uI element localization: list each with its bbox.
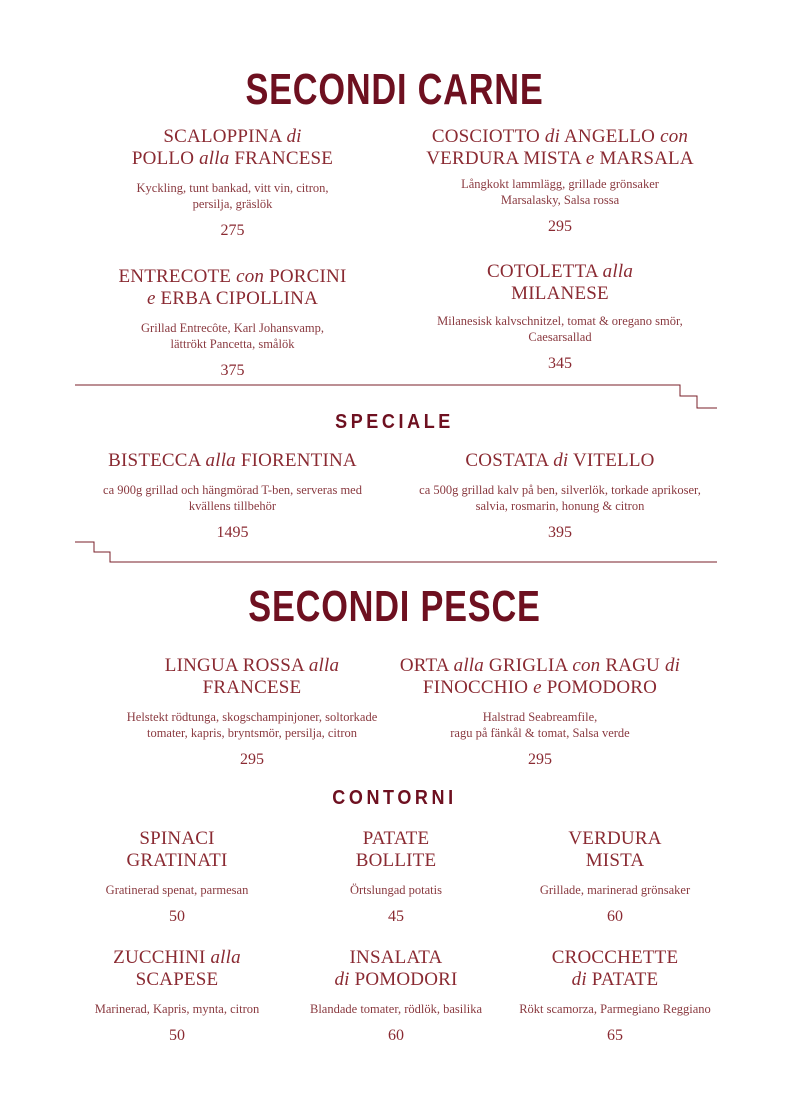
item-name: ZUCCHINI alla SCAPESE xyxy=(113,947,241,990)
menu-item-cosciotto xyxy=(405,126,715,236)
item-name: COSTATA di VITELLO xyxy=(465,450,655,471)
item-name: SCALOPPINA di POLLO alla FRANCESE xyxy=(131,126,334,169)
menu-item-spinaci xyxy=(77,828,277,926)
item-description: ca 500g grillad kalv på ben, silverlök, torkade aprikoser, salvia, rosmarin, honung & citron xyxy=(419,483,701,513)
item-description: Rökt scamorza, Parmegiano Reggiano xyxy=(519,1002,711,1016)
item-name: ENTRECOTE con PORCINI e ERBA CIPOLLINA xyxy=(118,266,347,309)
item-price: 275 xyxy=(220,222,245,239)
item-price: 295 xyxy=(548,218,572,235)
section-title-speciale: SPECIALE xyxy=(335,411,454,433)
item-description: Långkokt lammlägg, grillade grönsaker Marsalasky, Salsa rossa xyxy=(461,177,659,207)
item-name: BISTECCA alla FIORENTINA xyxy=(108,450,357,471)
item-name: SPINACI GRATINATI xyxy=(126,828,228,871)
menu-item-scaloppina xyxy=(95,126,370,240)
menu-item-cotoletta xyxy=(405,261,715,373)
item-description: Halstrad Seabreamfile, ragu på fänkål & tomat, Salsa verde xyxy=(450,710,630,740)
item-description: Helstekt rödtunga, skogschampinjoner, soltorkade tomater, kapris, bryntsmör, persilja, citron xyxy=(126,710,378,740)
item-price: 50 xyxy=(169,1027,185,1044)
section-title-secondi-carne: SECONDI CARNE xyxy=(245,65,544,114)
item-name: VERDURA MISTA xyxy=(568,828,662,871)
menu-item-entrecote xyxy=(95,266,370,380)
item-price: 1495 xyxy=(216,524,249,541)
menu-item-crocchette xyxy=(505,947,725,1045)
item-price: 50 xyxy=(169,908,185,925)
menu-item-orta xyxy=(390,655,690,769)
item-description: Kyckling, tunt bankad, vitt vin, citron, persilja, gräslök xyxy=(136,181,329,211)
item-price: 395 xyxy=(548,524,572,541)
item-price: 375 xyxy=(220,362,245,379)
item-description: Gratinerad spenat, parmesan xyxy=(105,883,249,897)
menu-item-patate-bollite xyxy=(296,828,496,926)
item-name: ORTA alla GRIGLIA con RAGU di FINOCCHIO e POMODORO xyxy=(399,655,681,698)
menu-item-insalata xyxy=(291,947,501,1045)
item-name: COSCIOTTO di ANGELLO con VERDURA MISTA e MARSALA xyxy=(426,126,694,169)
item-price: 345 xyxy=(548,355,572,372)
item-description: Milanesisk kalvschnitzel, tomat & oregano smör, Caesarsallad xyxy=(437,314,683,344)
menu-item-verdura-mista xyxy=(505,828,725,926)
section-title-contorni: CONTORNI xyxy=(332,787,457,809)
item-price: 45 xyxy=(388,908,404,925)
menu-item-costata xyxy=(405,450,715,542)
item-description: Blandade tomater, rödlök, basilika xyxy=(309,1002,483,1016)
item-name: INSALATA di POMODORI xyxy=(334,947,458,990)
item-name: LINGUA ROSSA alla FRANCESE xyxy=(164,655,340,698)
item-description: Grillade, marinerad grönsaker xyxy=(539,883,691,897)
item-description: Grillad Entrecôte, Karl Johansvamp, lättrökt Pancetta, smålök xyxy=(141,321,324,351)
menu-item-bistecca xyxy=(80,450,385,542)
item-description: Marinerad, Kapris, mynta, citron xyxy=(94,1002,260,1016)
menu-item-zucchini xyxy=(72,947,282,1045)
section-title-secondi-pesce: SECONDI PESCE xyxy=(248,582,541,631)
item-description: ca 900g grillad och hängmörad T-ben, serveras med kvällens tillbehör xyxy=(103,483,362,513)
item-description: Örtslungad potatis xyxy=(349,883,442,897)
item-price: 295 xyxy=(240,751,264,768)
item-price: 295 xyxy=(528,751,552,768)
item-price: 65 xyxy=(607,1027,623,1044)
item-name: COTOLETTA alla MILANESE xyxy=(486,261,634,304)
item-name: CROCCHETTE di PATATE xyxy=(551,947,679,990)
menu-item-lingua-rossa xyxy=(102,655,402,769)
item-name: PATATE BOLLITE xyxy=(355,828,437,871)
item-price: 60 xyxy=(388,1027,404,1044)
item-price: 60 xyxy=(607,908,623,925)
